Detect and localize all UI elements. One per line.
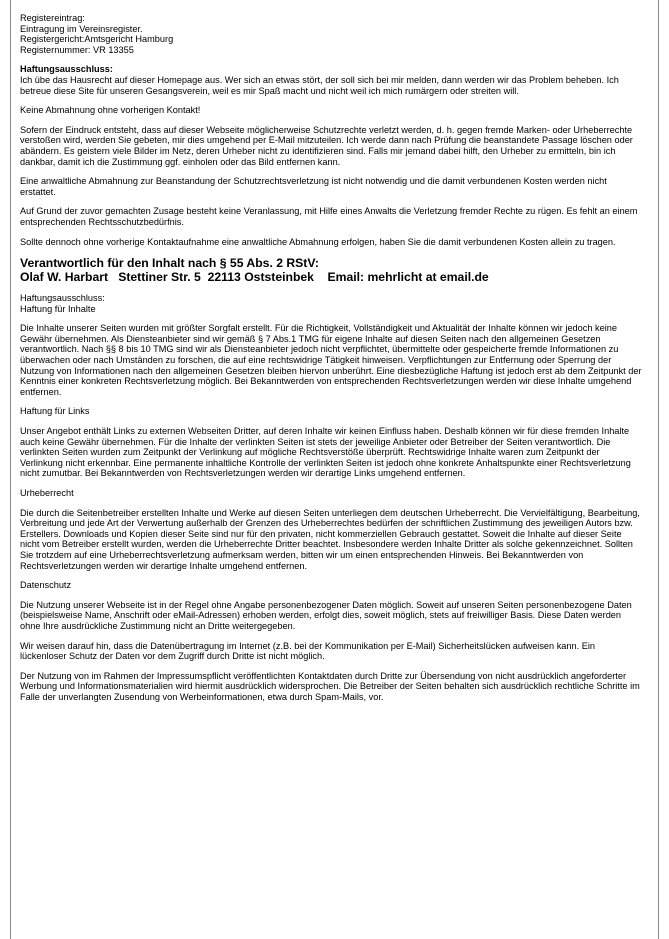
- haftung-inhalte-labels: [20, 293, 642, 314]
- verantwortlich-line-1: Verantwortlich für den Inhalt nach § 55 Abs. 2 RStV:: [20, 256, 319, 271]
- register-line: Registernummer: VR 13355: [20, 44, 134, 55]
- urheberrecht-text: Die durch die Seitenbetreiber erstellten Inhalte und Werke auf diesen Seiten unterliegen dem deutschen Urheberrecht. Die Vervielfältigung, Bearbeitung, Verbreitung und jede Art der Verwertung außerhalb der Grenzen des Urheberrechtes bedürfen der schriftlichen Zustimmung des jeweiligen Autors bzw. Erstellers. Downloads und Kopien dieser Seite sind nur für den privaten, nicht kommerziellen Gebrauch gestattet. Soweit die Inhalte auf dieser Seite nicht vom Betreiber erstellt wurden, werden die Urheberrechte Dritter beachtet. Insbesondere werden Inhalte Dritter als solche gekennzeichnet. Sollten Sie trotzdem auf eine Urheberrechtsverletzung aufmerksam werden, bitten wir um einen entsprechenden Hinweis. Bei Bekanntwerden von Rechtsverletzungen werden wir derartige Inhalte umgehend entfernen.: [20, 507, 640, 571]
- datenschutz-label: Datenschutz: [20, 580, 72, 591]
- register-info: [20, 13, 642, 55]
- haftungsausschluss-section: [20, 64, 642, 96]
- haftung-links-text: Unser Angebot enthält Links zu externen Webseiten Dritter, auf deren Inhalte wir keinen Einfluss haben. Deshalb können wir für diese fremden Inhalte auch keine Gewähr übernehmen. Für die Inhalte der verlinkten Seiten ist stets der jeweilige Anbieter oder Betreiber der Seiten verantwortlich. Die verlinkten Seiten wurden zum Zeitpunkt der Verlinkung auf mögliche Rechtsverstöße überprüft. Rechtswidrige Inhalte waren zum Zeitpunkt der Verlinkung nicht erkennbar. Eine permanente inhaltliche Kontrolle der verlinkten Seiten ist jedoch ohne konkrete Anhaltspunkte einer Rechtsverletzung nicht zumutbar. Bei Bekanntwerden von Rechtsverletzungen werden wir derartige Links umgehend entfernen.: [20, 426, 631, 479]
- imprint-content: [20, 13, 642, 712]
- haftungsausschluss-heading: Haftungsausschluss:: [20, 64, 113, 75]
- haftungsausschluss-label: Haftungsausschluss:: [20, 293, 105, 304]
- anwaltliche-paragraph: Eine anwaltliche Abmahnung zur Beanstandung der Schutzrechtsverletzung ist nicht notwendig und die damit verbundenen Kosten werden nicht erstattet.: [20, 176, 607, 197]
- register-line: Registergericht:Amtsgericht Hamburg: [20, 34, 174, 45]
- datenschutz-text-2: Wir weisen darauf hin, dass die Datenübertragung im Internet (z.B. bei der Kommunikation per E-Mail) Sicherheitslücken aufweisen kann. Ein lückenloser Schutz der Daten vor dem Zugriff durch Dritte ist nicht möglich.: [20, 640, 596, 662]
- haftungsausschluss-text: Ich übe das Hausrecht auf dieser Homepage aus. Wer sich an etwas stört, der soll sich bei mir melden, dann werden wir das Problem beheben. Ich betreue diese Site für unseren Gesangsverein, weil es mir Spaß macht und nicht weil ich mich rumärgern oder streiten will.: [20, 74, 619, 96]
- datenschutz-text-3: Der Nutzung von im Rahmen der Impressumspflicht veröffentlichten Kontaktdaten durch Dritte zur Übersendung von nicht ausdrücklich angeforderter Werbung und Informationsmaterialien wird hiermit ausdrücklich widersprochen. Die Betreiber der Seiten behalten sich ausdrücklich rechtliche Schritte im Falle der unverlangten Zusendung von Werbeinformationen, etwa durch Spam-Mails, vor.: [20, 670, 640, 702]
- sofern-paragraph: Sofern der Eindruck entsteht, dass auf dieser Webseite möglicherweise Schutzrechte verletzt werden, d. h. gegen fremde Marken- oder Urheberrechte verstoßen wird, werden Sie gebeten, mir dies umgehend per E-Mail mitzuteilen. Ich werde dann nach Prüfung die beanstandete Passage löschen oder abändern. Es geistern viele Bilder im Netz, deren Urheber nicht zu identifizieren sind. Falls mir jemand dabei hilft, den Urheber zu ermitteln, bin ich dankbar, damit ich die Zustimmung ggf. einholen oder das Bild entfernen kann.: [20, 124, 633, 167]
- verantwortlich-line-2: Olaf W. Harbart Stettiner Str. 5 22113 Oststeinbek Email: mehrlicht at email.de: [20, 270, 489, 285]
- datenschutz-text-1: Die Nutzung unserer Webseite ist in der Regel ohne Angabe personenbezogener Daten möglich. Soweit auf unseren Seiten personenbezogene Daten (beispielsweise Name, Anschrift oder eMail-Adressen) erhoben werden, erfolgt dies, soweit möglich, stets auf freiwilliger Basis. Diese Daten werden ohne Ihre ausdrückliche Zustimmung nicht an Dritte weitergegeben.: [20, 599, 632, 631]
- haftung-inhalte-text: Die Inhalte unserer Seiten wurden mit größter Sorgfalt erstellt. Für die Richtigkeit, Vollständigkeit und Aktualität der Inhalte können wir jedoch keine Gewähr übernehmen. Als Diensteanbieter sind wir gemäß § 7 Abs.1 TMG für eigene Inhalte auf diesen Seiten nach den allgemeinen Gesetzen verantwortlich. Nach §§ 8 bis 10 TMG sind wir als Diensteanbieter jedoch nicht verpflichtet, übermittelte oder gespeicherte fremde Informationen zu überwachen oder nach Umständen zu forschen, die auf eine rechtswidrige Tätigkeit hinweisen. Verpflichtungen zur Entfernung oder Sperrung der Nutzung von Informationen nach den allgemeinen Gesetzen bleiben hiervon unberührt. Eine diesbezügliche Haftung ist jedoch erst ab dem Zeitpunkt der Kenntnis einer konkreten Rechtsverletzung möglich. Bei Bekanntwerden von entsprechenden Rechtsverletzungen werden wir diese Inhalte umgehend entfernen.: [20, 323, 642, 397]
- auf-grund-paragraph: Auf Grund der zuvor gemachten Zusage besteht keine Veranlassung, mit Hilfe eines Anwalts die Verletzung fremder Rechte zu rügen. Es fehlt an einem entsprechenden Rechtsschutzbedürfnis.: [20, 206, 638, 227]
- haftung-inhalte-label: Haftung für Inhalte: [20, 303, 96, 314]
- register-line: Eintragung im Vereinsregister.: [20, 23, 143, 34]
- keine-abmahnung-text: Keine Abmahnung ohne vorherigen Kontakt!: [20, 105, 201, 116]
- verantwortlich-heading: [20, 256, 642, 284]
- register-line: Registereintrag:: [20, 13, 85, 23]
- sollte-paragraph: Sollte dennoch ohne vorherige Kontaktaufnahme eine anwaltliche Abmahnung erfolgen, haben Sie die damit verbundenen Kosten allein zu tragen.: [20, 236, 616, 247]
- urheberrecht-label: Urheberrecht: [20, 488, 74, 498]
- haftung-links-label: Haftung für Links: [20, 406, 90, 417]
